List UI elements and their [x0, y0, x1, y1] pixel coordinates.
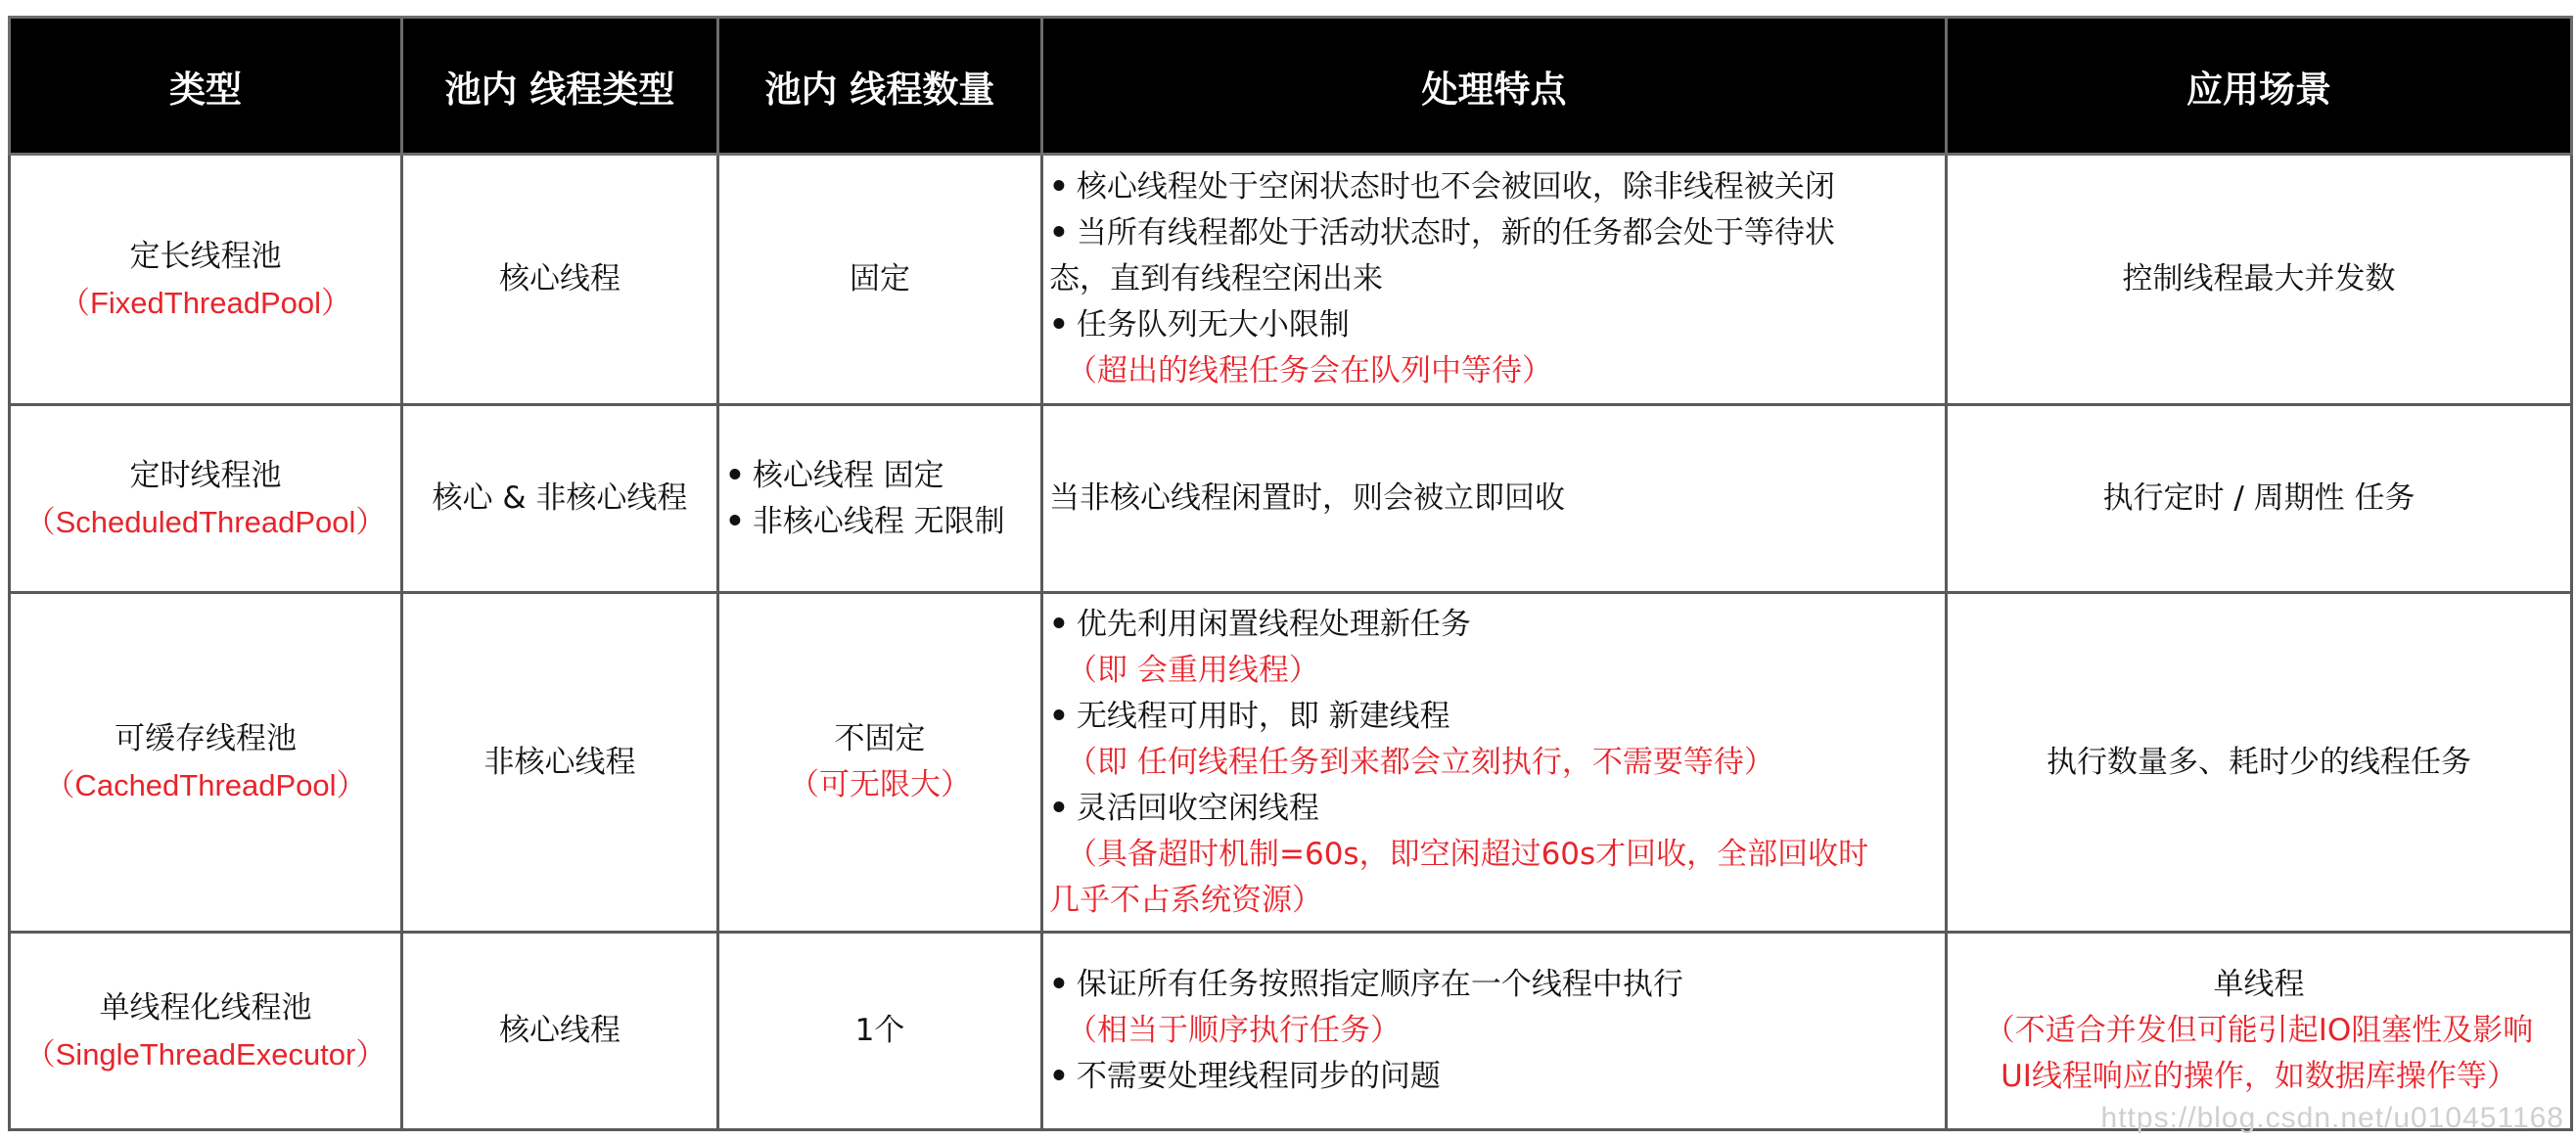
- bullet-icon: •: [725, 457, 745, 493]
- bullet-icon: •: [1049, 967, 1069, 1002]
- feature-item: [1049, 164, 1939, 210]
- watermark: https://blog.csdn.net/u010451168: [2100, 1102, 2564, 1134]
- header-type: 类型: [10, 18, 402, 155]
- pool-name: 定时线程池: [129, 457, 282, 493]
- table-row: [10, 933, 2572, 1130]
- thread-type-cell: 核心 & 非核心线程: [402, 405, 718, 593]
- thread-pool-comparison: [8, 16, 2570, 1131]
- feature-item: [1049, 302, 1939, 348]
- thread-count-cell: 固定: [718, 155, 1042, 405]
- pool-type-cell: [10, 933, 402, 1130]
- feature-note: （即 任何线程任务到来都会立刻执行，不需要等待）: [1067, 744, 1774, 780]
- table-header-row: [10, 18, 2572, 155]
- pool-class-name: （CachedThreadPool）: [44, 768, 367, 802]
- thread-count-cell: 1个: [718, 933, 1042, 1130]
- feature-text: 保证所有任务按照指定顺序在一个线程中执行: [1076, 967, 1683, 1002]
- count-text: 非核心线程 无限制: [752, 503, 1005, 539]
- thread-count-cell: [718, 405, 1042, 593]
- scenario-text: 单线程: [2213, 967, 2305, 1002]
- pool-name: 可缓存线程池: [115, 721, 297, 756]
- scenario-note: （不适合并发但可能引起IO阻塞性及影响: [1984, 1013, 2534, 1048]
- feature-note: （相当于顺序执行任务）: [1067, 1013, 1401, 1048]
- pool-class-name: （SingleThreadExecutor）: [24, 1036, 387, 1072]
- pool-type-cell: [10, 155, 402, 405]
- bullet-icon: •: [1049, 215, 1069, 251]
- thread-type-cell: 核心线程: [402, 933, 718, 1130]
- feature-item: [1049, 1054, 1939, 1100]
- pool-type-cell: [10, 405, 402, 593]
- header-thread-type: 池内 线程类型: [402, 18, 718, 155]
- pool-name: 单线程化线程池: [99, 989, 312, 1026]
- header-scenario: 应用场景: [1947, 18, 2572, 155]
- table-row: [10, 405, 2572, 593]
- header-thread-count: 池内 线程数量: [718, 18, 1042, 155]
- feature-text: 灵活回收空闲线程: [1076, 790, 1319, 826]
- pool-type-cell: [10, 593, 402, 933]
- scenario-cell: 执行定时 / 周期性 任务: [1947, 405, 2572, 593]
- pool-name: 定长线程池: [129, 238, 282, 274]
- thread-pool-table: [8, 16, 2573, 1131]
- bullet-icon: •: [1049, 307, 1069, 342]
- feature-note: （即 会重用线程）: [1067, 652, 1319, 688]
- thread-type-cell: 非核心线程: [402, 593, 718, 933]
- count-item: [725, 499, 1035, 545]
- feature-note: （具备超时机制=60s，即空闲超过60s才回收，全部回收时: [1067, 836, 1869, 872]
- feature-text: 优先利用闲置线程处理新任务: [1076, 606, 1471, 642]
- feature-text: 核心线程处于空闲状态时也不会被回收，除非线程被关闭: [1076, 169, 1835, 205]
- scenario-cell: [1947, 933, 2572, 1130]
- thread-type-cell: 核心线程: [402, 155, 718, 405]
- count-note: （可无限大）: [789, 767, 971, 802]
- pool-class-name: （FixedThreadPool）: [59, 285, 352, 320]
- features-cell: [1042, 593, 1947, 933]
- count-text: 不固定: [834, 721, 926, 756]
- features-cell: [1042, 933, 1947, 1130]
- pool-class-name: （ScheduledThreadPool）: [24, 504, 387, 539]
- feature-item: [1049, 602, 1939, 648]
- count-text: 核心线程 固定: [752, 457, 944, 493]
- table-row: [10, 155, 2572, 405]
- scenario-note-continued: UI线程响应的操作，如数据库操作等）: [2001, 1059, 2517, 1094]
- feature-text: 不需要处理线程同步的问题: [1076, 1059, 1441, 1094]
- bullet-icon: •: [1049, 698, 1069, 734]
- feature-text: 任务队列无大小限制: [1076, 307, 1350, 342]
- count-item: [725, 453, 1035, 499]
- thread-count-cell: [718, 593, 1042, 933]
- bullet-icon: •: [725, 503, 745, 539]
- feature-item: [1049, 962, 1939, 1008]
- feature-text: 当所有线程都处于活动状态时，新的任务都会处于等待状: [1076, 215, 1835, 251]
- scenario-cell: 执行数量多、耗时少的线程任务: [1947, 593, 2572, 933]
- feature-text-continued: 态，直到有线程空闲出来: [1049, 261, 1383, 297]
- feature-item: [1049, 694, 1939, 740]
- feature-item: [1049, 786, 1939, 832]
- bullet-icon: •: [1049, 1059, 1069, 1094]
- scenario-cell: 控制线程最大并发数: [1947, 155, 2572, 405]
- feature-note: （超出的线程任务会在队列中等待）: [1067, 353, 1552, 388]
- table-row: [10, 593, 2572, 933]
- header-features: 处理特点: [1042, 18, 1947, 155]
- features-cell: [1042, 155, 1947, 405]
- bullet-icon: •: [1049, 790, 1069, 826]
- feature-note-continued: 几乎不占系统资源）: [1049, 882, 1322, 918]
- feature-item: [1049, 210, 1939, 256]
- bullet-icon: •: [1049, 606, 1069, 642]
- feature-text: 无线程可用时，即 新建线程: [1076, 698, 1450, 734]
- features-cell: 当非核心线程闲置时，则会被立即回收: [1042, 405, 1947, 593]
- bullet-icon: •: [1049, 169, 1069, 205]
